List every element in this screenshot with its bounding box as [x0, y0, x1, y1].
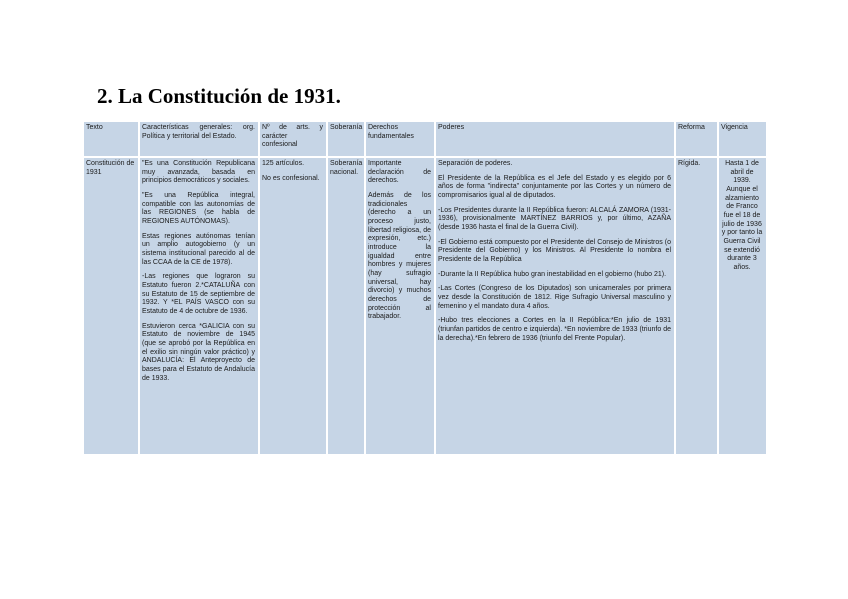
poderes-paragraph: Separación de poderes. — [438, 160, 513, 167]
cell-vigencia: Hasta 1 de abril de 1939. Aunque el alzamiento de Franco fue el 18 de julio de 1936 y por tanto la Guerra Civil se extendió durante 3 años. — [718, 157, 767, 455]
poderes-paragraph: -Durante la II República hubo gran inestabilidad en el gobierno (hubo 21). — [438, 270, 667, 278]
header-reforma: Reforma — [675, 121, 718, 157]
poderes-paragraph: -Las Cortes (Congreso de los Diputados) son unicamerales por primera vez desde la Constitución de 1812. Rige Sufragio Universal masculino y femenino y el mandato dura 4 años. — [438, 285, 671, 310]
header-caracteristicas: Características generales: org. Política y territorial del Estado. — [139, 121, 259, 157]
cell-caracteristicas — [139, 157, 259, 455]
cell-derechos — [365, 157, 435, 455]
table-row — [83, 157, 767, 455]
articulos-confesional: No es confesional. — [262, 174, 320, 182]
articulos-count: 125 artículos. — [262, 160, 305, 167]
caracteristicas-paragraph: "Es una Constitución Republicana muy avanzada, basada en principios democráticos y sociales. — [142, 160, 255, 185]
poderes-paragraph: -El Gobierno está compuesto por el Presidente del Consejo de Ministros (o Presidente del Gobierno) y los Ministros. Al Presidente lo nombra el Presidente de la República — [438, 238, 671, 264]
cell-articulos — [259, 157, 327, 455]
caracteristicas-paragraph: Estas regiones autónomas tenían un amplio autogobierno (y un sistema institucional parecido al de las CCAA de la CE de 1978). — [142, 232, 255, 266]
cell-reforma: Rígida. — [675, 157, 718, 455]
constitution-table — [82, 120, 768, 456]
cell-soberania: Soberanía nacional. — [327, 157, 365, 455]
poderes-paragraph: -Hubo tres elecciones a Cortes en la II República:*En julio de 1931 (triunfan partidos de centro e izquierda). *En noviembre de 1933 (triunfo de la derecha).*En febrero de 1936 (triunfo del Frente Popular). — [438, 317, 671, 342]
caracteristicas-paragraph: "Es una República integral, compatible con las autonomías de las REGIONES (se habla de REGIONES AUTÓNOMAS). — [142, 192, 255, 226]
header-texto: Texto — [83, 121, 139, 157]
table-header-row — [83, 121, 767, 157]
cell-poderes — [435, 157, 675, 455]
poderes-paragraph: El Presidente de la República es el Jefe del Estado y es elegido por 6 años de forma "indirecta" conjuntamente por las Cortes y un número de compromisarios igual al de diputados. — [438, 174, 671, 200]
derechos-paragraph: Importante declaración de derechos. — [368, 160, 431, 185]
header-soberania: Soberanía — [327, 121, 365, 157]
caracteristicas-paragraph: -Las regiones que lograron su Estatuto fueron 2.*CATALUÑA con su Estatuto de 15 de septiembre de 1932. Y *EL PAÍS VASCO con su Estatuto de 4 de octubre de 1936. — [142, 273, 255, 316]
derechos-paragraph: Además de los tradicionales (derecho a un proceso justo, libertad religiosa, de expresión, etc.) introduce la igualdad entre hombres y mujeres (hay sufragio universal, hay divorcio) y muchos derechos de protección al trabajador. — [368, 192, 431, 321]
poderes-paragraph: -Los Presidentes durante la II República fueron: ALCALÁ ZAMORA (1931-1936), provisionalmente MARTÍNEZ BARRIOS y, por último, AZAÑA (desde 1936 hasta el final de la Guerra Civil). — [438, 206, 671, 232]
header-articulos: Nº de arts. y carácter confesional — [259, 121, 327, 157]
header-vigencia: Vigencia — [718, 121, 767, 157]
header-derechos: Derechos fundamentales — [365, 121, 435, 157]
page-title: 2. La Constitución de 1931. — [97, 84, 341, 108]
caracteristicas-paragraph: Estuvieron cerca *GALICIA con su Estatuto de noviembre de 1945 (que se aprobó por la República en el exilio sin ningún valor práctico) y ANDALUCÍA: El Anteproyecto de bases para el Estatuto de Andalucía de 1933. — [142, 322, 255, 382]
header-poderes: Poderes — [435, 121, 675, 157]
cell-texto: Constitución de 1931 — [83, 157, 139, 455]
